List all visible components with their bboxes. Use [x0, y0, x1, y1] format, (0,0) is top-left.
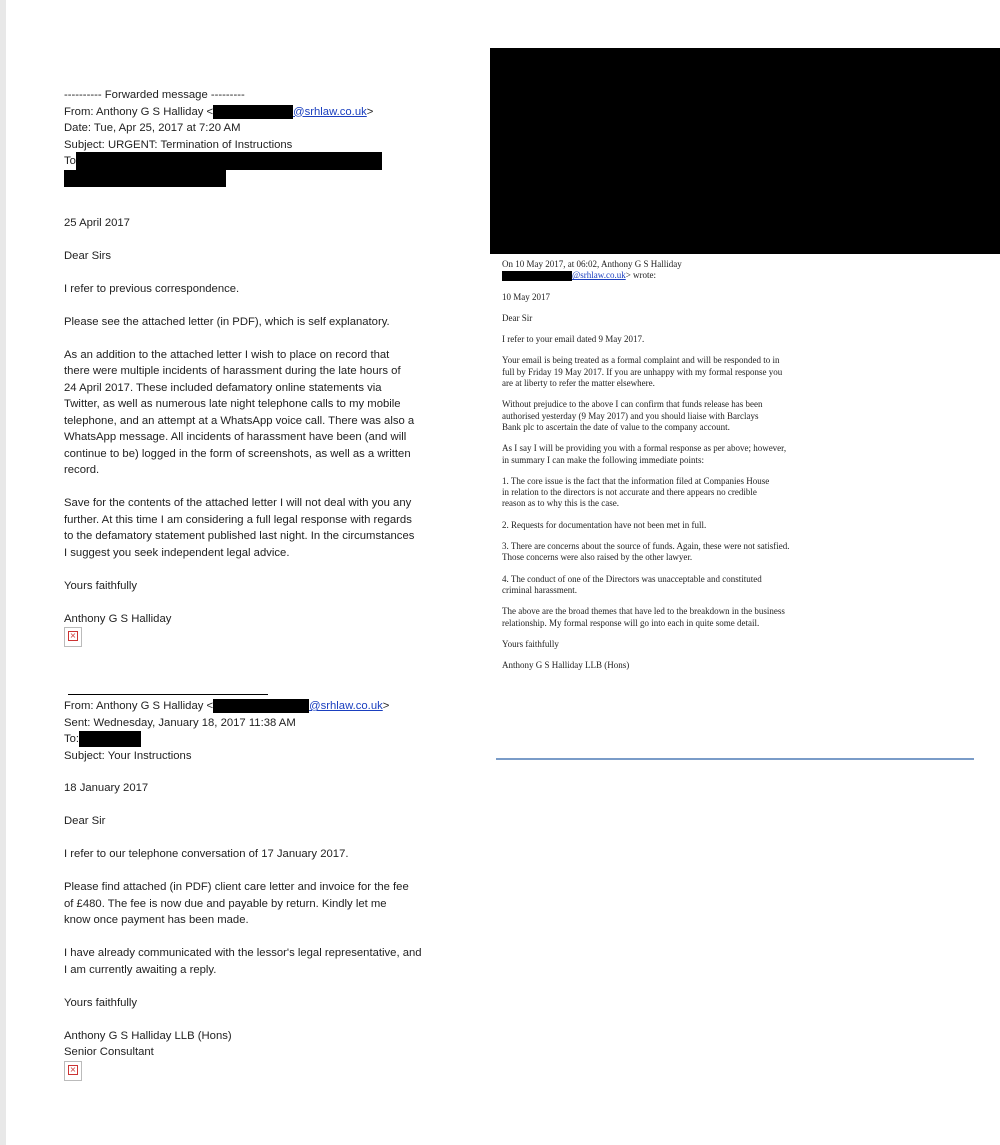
redaction	[64, 170, 226, 187]
paragraph: I refer to your email dated 9 May 2017.	[502, 334, 645, 345]
paragraph: I refer to previous correspondence.	[64, 282, 240, 295]
from-label: From: Anthony G S Halliday <	[64, 105, 214, 118]
email-link[interactable]: @srhlaw.co.uk	[309, 700, 383, 712]
broken-image-icon: ×	[64, 627, 82, 647]
email-1	[64, 87, 464, 653]
quote-header: On 10 May 2017, at 06:02, Anthony G S Halliday	[502, 259, 682, 269]
paragraph: Yours faithfully	[64, 579, 138, 592]
paragraph: 1. The core issue is the fact that the information filed at Companies House in relation to the directors is not accurate and there appears no credible reason as to why this is the case.	[502, 475, 770, 509]
paragraph: I refer to our telephone conversation of 17 January 2017.	[64, 848, 349, 860]
signature-title: Senior Consultant	[64, 1046, 154, 1058]
paragraph: Save for the contents of the attached letter I will not deal with you any further. At this time I am considering a full legal response with regards to the defamatory statement published last night. In the circumstances I suggest you seek independent legal advice.	[64, 497, 415, 559]
subject-line: Subject: URGENT: Termination of Instructions	[64, 138, 293, 151]
paragraph: 25 April 2017	[64, 216, 130, 229]
signature-name: Anthony G S Halliday LLB (Hons)	[64, 1029, 232, 1042]
redaction	[213, 105, 293, 119]
broken-image-icon: ×	[64, 1061, 82, 1081]
redaction	[213, 699, 309, 713]
signature: Anthony G S Halliday	[64, 612, 172, 625]
subject-line: Subject: Your Instructions	[64, 749, 192, 762]
paragraph: 2. Requests for documentation have not been met in full.	[502, 519, 707, 530]
paragraph: Dear Sirs	[64, 249, 112, 262]
paragraph: 18 January 2017	[64, 782, 149, 794]
paragraph: Without prejudice to the above I can confirm that funds release has been authorised yesterday (9 May 2017) and you should liaise with Barclays Bank plc to ascertain the date of value to the company account.	[502, 399, 763, 432]
forward-header: ---------- Forwarded message ---------	[64, 89, 245, 101]
wrote-label: > wrote:	[625, 270, 657, 281]
to-line	[64, 731, 464, 748]
from-line: From: Anthony G S Halliday < @srhlaw.co.uk>	[64, 105, 374, 118]
paragraph: 3. There are concerns about the source of funds. Again, these were not satisfied. Those concerns were also raised by the other lawyer.	[502, 541, 790, 563]
to-label: To	[64, 155, 76, 167]
from-label: From: Anthony G S Halliday <	[64, 700, 214, 712]
email-2	[64, 698, 464, 1086]
quote-email-line	[502, 270, 802, 281]
paragraph: As I say I will be providing you with a formal response as per above; however, in summary I can make the following immediate points:	[502, 443, 787, 465]
date-line: Date: Tue, Apr 25, 2017 at 7:20 AM	[64, 122, 241, 134]
paragraph: Please find attached (in PDF) client care letter and invoice for the fee of £480. The fee is now due and payable by return. Kindly let me know once payment has been made.	[64, 881, 409, 926]
paragraph: The above are the broad themes that have led to the breakdown in the business relationship. My formal response will go into each in quite some detail.	[502, 606, 785, 628]
from-line: From: Anthony G S Halliday < @srhlaw.co.uk>	[64, 700, 390, 712]
paragraph: As an addition to the attached letter I wish to place on record that there were multiple incidents of harassment during the late hours of 24 April 2017. These included defamatory online statements via Twitter, as well as numerous late night telephone calls to my mobile telephone, and an attempt at a WhatsApp voice call. There was also a WhatsApp message. All incidents of harassment have been (and will continue to be) logged in the form of screenshots, as well as a written record.	[64, 348, 415, 476]
to-label: To:	[64, 733, 80, 745]
paragraph: Please see the attached letter (in PDF), which is self explanatory.	[64, 315, 390, 328]
paragraph: Dear Sir	[64, 815, 106, 827]
paragraph: 4. The conduct of one of the Directors was unacceptable and constituted criminal harassment.	[502, 573, 762, 595]
to-line	[64, 153, 464, 170]
paragraph: Yours faithfully	[64, 996, 138, 1009]
redaction-block	[490, 48, 1000, 254]
paragraph: Your email is being treated as a formal complaint and will be responded to in full by Friday 19 May 2017. If you are unhappy with my formal response you are at liberty to refer the matter elsewhere.	[502, 355, 783, 389]
paragraph: Yours faithfully	[502, 638, 559, 649]
redaction	[79, 731, 141, 747]
sent-line: Sent: Wednesday, January 18, 2017 11:38 AM	[64, 716, 296, 729]
email-link[interactable]: @srhlaw.co.uk	[293, 105, 367, 118]
email-link[interactable]: @srhlaw.co.uk	[572, 270, 626, 281]
divider	[68, 694, 268, 695]
paragraph: I have already communicated with the lessor's legal representative, and I am currently awaiting a reply.	[64, 947, 422, 976]
paragraph: Dear Sir	[502, 312, 533, 323]
redaction	[76, 152, 382, 170]
divider	[496, 758, 974, 760]
redaction	[502, 271, 572, 281]
paragraph: 10 May 2017	[502, 291, 550, 302]
paragraph: Anthony G S Halliday LLB (Hons)	[502, 660, 630, 671]
email-3	[502, 259, 802, 681]
